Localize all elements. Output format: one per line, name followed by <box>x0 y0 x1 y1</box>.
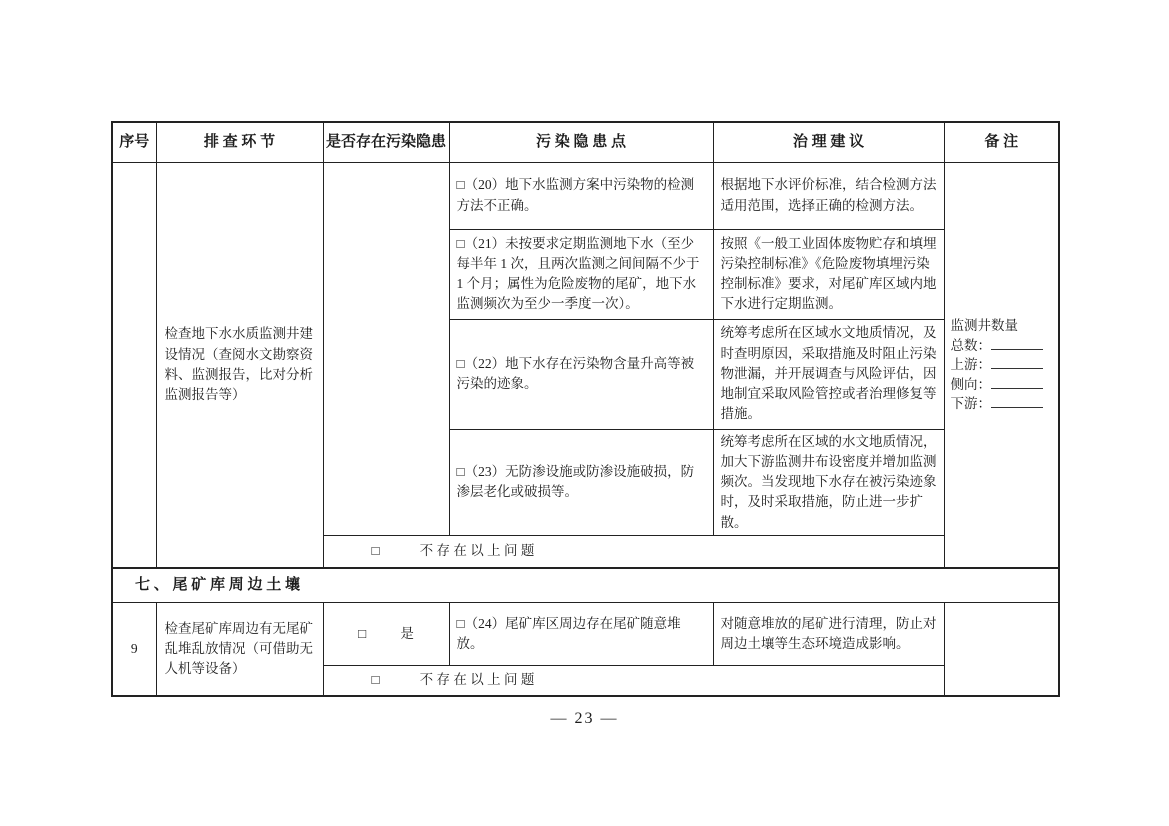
remark-label-downstream: 下游： <box>950 396 991 412</box>
no-issue-label: 不 存 在 以 上 问 题 <box>419 672 535 688</box>
inspection-link-groundwater: 检查地下水水质监测井建设情况（查阅水文勘察资料、监测报告，比对分析监测报告等） <box>156 162 323 568</box>
col-header-hazard-point: 污 染 隐 患 点 <box>449 122 713 162</box>
inspection-link-tailings-dump: 检查尾矿库周边有无尾矿乱堆乱放情况（可借助无人机等设备） <box>156 602 323 696</box>
inspection-table <box>111 121 1060 697</box>
checkbox-icon[interactable]: □ <box>371 543 380 559</box>
section-header-row <box>112 568 1059 602</box>
col-header-remark: 备 注 <box>944 122 1059 162</box>
checkbox-icon[interactable]: □ <box>456 235 465 251</box>
hazard-point-22 <box>449 319 713 429</box>
checkbox-icon[interactable]: □ <box>456 177 465 193</box>
page-number: — 23 — <box>550 710 619 727</box>
fill-in-blank-total[interactable] <box>991 336 1043 350</box>
advice-24: 对随意堆放的尾矿进行清理，防止对周边土壤等生态环境造成影响。 <box>713 602 944 665</box>
col-header-seq: 序号 <box>112 122 156 162</box>
hazard-exist-yes-cell <box>323 602 449 665</box>
hazard-text: （20）地下水监测方案中污染物的检测方法不正确。 <box>456 177 695 213</box>
remark-monitoring-wells <box>944 162 1059 568</box>
yes-label: 是 <box>400 625 414 641</box>
seq-cell-9: 9 <box>112 602 156 696</box>
table-row <box>112 162 1059 229</box>
col-header-hazard-exist: 是否存在污染隐患 <box>323 122 449 162</box>
no-issue-row-groundwater <box>323 535 944 568</box>
advice-22: 统筹考虑所在区域水文地质情况，及时查明原因，采取措施及时阻止污染物泄漏，并开展调查与风险评估，因地制宜采取风险管控或者治理修复等措施。 <box>713 319 944 429</box>
fill-in-blank-downstream[interactable] <box>991 394 1043 408</box>
hazard-point-24 <box>449 602 713 665</box>
col-header-link: 排 查 环 节 <box>156 122 323 162</box>
advice-23: 统筹考虑所在区域的水文地质情况，加大下游监测井布设密度并增加监测频次。当发现地下水存在被污染迹象时，及时采取措施，防止进一步扩散。 <box>713 429 944 535</box>
advice-21: 按照《一般工业固体废物贮存和填埋污染控制标准》《危险废物填埋污染控制标准》要求，对尾矿库区域内地下水进行定期监测。 <box>713 229 944 319</box>
checkbox-icon[interactable]: □ <box>456 355 465 371</box>
hazard-point-21 <box>449 229 713 319</box>
hazard-text: （22）地下水存在污染物含量升高等被污染的迹象。 <box>456 355 695 391</box>
hazard-text: （24）尾矿库区周边存在尾矿随意堆放。 <box>456 615 681 651</box>
hazard-text: （21）未按要求定期监测地下水（至少每半年 1 次，且两次监测之间间隔不少于 1 个月；属性为危险废物的尾矿，地下水监测频次为至少一季度一次）。 <box>456 235 700 312</box>
advice-20: 根据地下水评价标准，结合检测方法适用范围，选择正确的检测方法。 <box>713 162 944 229</box>
hazard-point-23 <box>449 429 713 535</box>
fill-in-blank-lateral[interactable] <box>991 375 1043 389</box>
table-row <box>112 602 1059 665</box>
remark-label-upstream: 上游： <box>950 357 991 373</box>
hazard-text: （23）无防渗设施或防渗设施破损，防渗层老化或破损等。 <box>456 463 695 500</box>
fill-in-blank-upstream[interactable] <box>991 355 1043 369</box>
remark-title: 监测井数量 <box>950 317 1018 333</box>
checkbox-icon[interactable]: □ <box>371 672 380 688</box>
section-title-soil: 七 、 尾 矿 库 周 边 土 壤 <box>112 568 1059 602</box>
checkbox-icon[interactable]: □ <box>456 615 465 631</box>
seq-cell-empty <box>112 162 156 568</box>
table-header-row <box>112 122 1059 162</box>
checkbox-icon[interactable]: □ <box>456 463 465 479</box>
no-issue-row-soil <box>323 665 944 696</box>
remark-cell-empty <box>944 602 1059 696</box>
remark-label-lateral: 侧向： <box>950 376 991 392</box>
checkbox-icon[interactable]: □ <box>358 625 367 641</box>
remark-label-total: 总数： <box>950 337 991 353</box>
hazard-point-20 <box>449 162 713 229</box>
hazard-exist-cell-empty <box>323 162 449 535</box>
no-issue-label: 不 存 在 以 上 问 题 <box>419 543 535 559</box>
col-header-advice: 治 理 建 议 <box>713 122 944 162</box>
